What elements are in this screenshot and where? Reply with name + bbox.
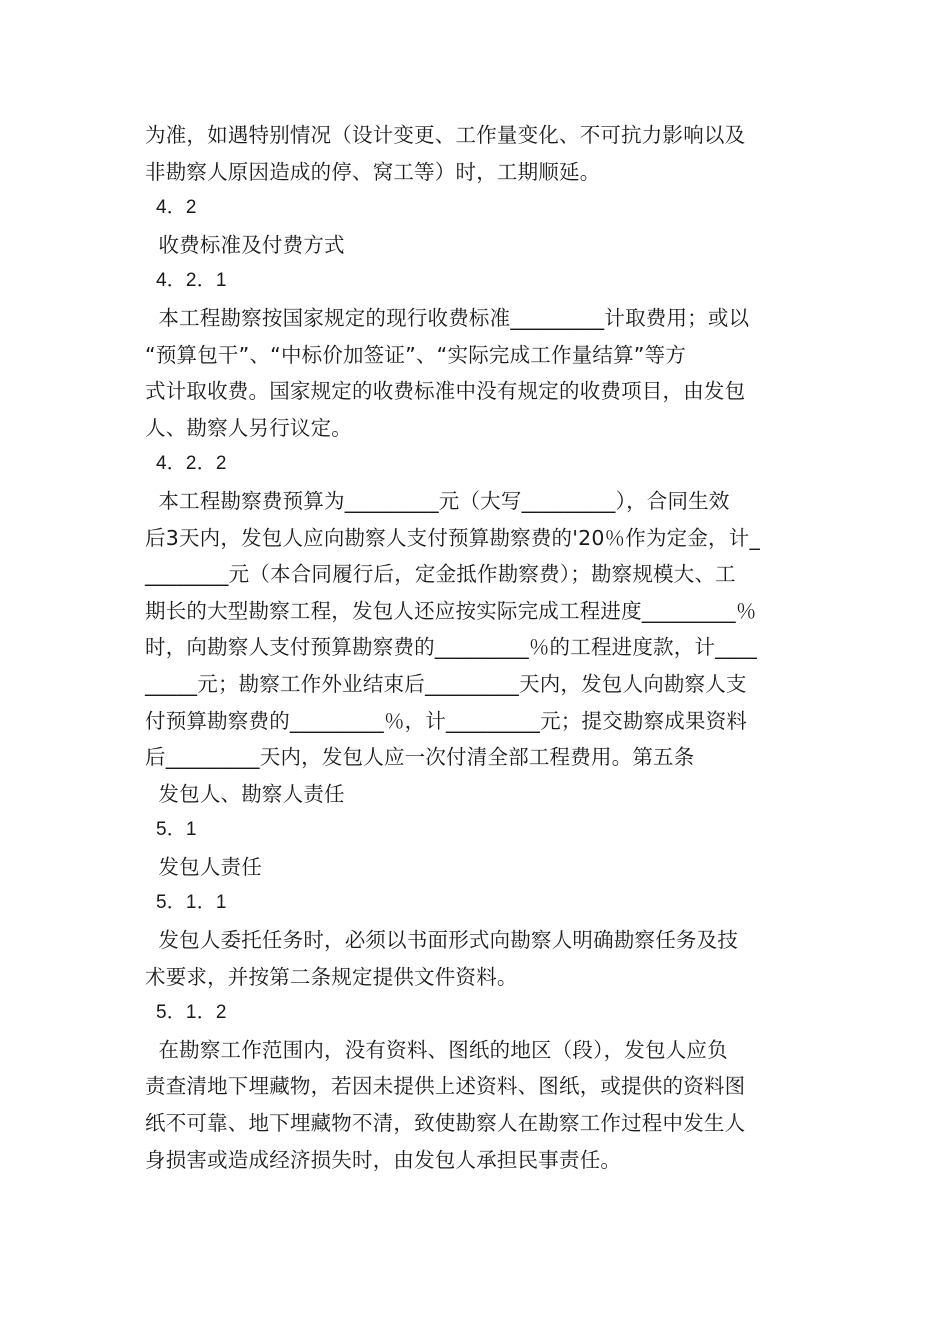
paragraph-line: 发包人委托任务时，必须以书面形式向勘察人明确勘察任务及技: [145, 928, 739, 953]
paragraph-line: 本工程勘察费预算为_________元（大写_________），合同生效: [145, 488, 730, 513]
paragraph-line: ________元（本合同履行后，定金抵作勘察费）；勘察规模大、工: [145, 562, 736, 587]
document-page: [145, 117, 810, 1178]
section-heading: 发包人、勘察人责任: [145, 781, 345, 806]
paragraph-line: 付预算勘察费的_________％，计_________元；提交勘察成果资料: [145, 708, 748, 733]
paragraph-line: 本工程勘察按国家规定的现行收费标准_________计取费用；或以: [145, 305, 750, 330]
section-number: 4．2．2: [145, 453, 227, 475]
section-number: 5．1．1: [145, 892, 227, 914]
paragraph-line: 责查清地下埋藏物，若因未提供上述资料、图纸，或提供的资料图: [145, 1074, 746, 1099]
section-number: 5．1: [145, 819, 197, 841]
paragraph-line: 后3天内，发包人应向勘察人支付预算勘察费的'20％作为定金，计_: [145, 525, 760, 550]
section-heading: 发包人责任: [145, 854, 262, 879]
section-heading: 收费标准及付费方式: [145, 232, 345, 257]
paragraph-line: _____元；勘察工作外业结束后_________天内，发包人向勘察人支: [145, 671, 747, 696]
section-number: 4．2: [145, 197, 197, 219]
paragraph-line: 为准，如遇特别情况（设计变更、工作量变化、不可抗力影响以及: [145, 123, 746, 147]
paragraph-line: 后_________天内，发包人应一次付清全部工程费用。第五条: [145, 745, 695, 770]
paragraph-line: 期长的大型勘察工程，发包人还应按实际完成工程进度_________％: [145, 598, 757, 623]
section-number: 5．1．2: [145, 1002, 227, 1024]
paragraph-line: “预算包干”、“中标价加签证”、“实际完成工作量结算”等方: [145, 342, 687, 367]
paragraph-line: 式计取收费。国家规定的收费标准中没有规定的收费项目，由发包: [145, 379, 746, 404]
paragraph-line: 术要求，并按第二条规定提供文件资料。: [145, 964, 518, 989]
paragraph-line: 时，向勘察人支付预算勘察费的_________％的工程进度款，计____: [145, 635, 757, 660]
paragraph-line: 纸不可靠、地下埋藏物不清，致使勘察人在勘察工作过程中发生人: [145, 1111, 746, 1136]
paragraph-line: 人、勘察人另行议定。: [145, 415, 352, 440]
paragraph-line: 身损害或造成经济损失时，由发包人承担民事责任。: [145, 1147, 622, 1172]
paragraph-line: 在勘察工作范围内，没有资料、图纸的地区（段），发包人应负: [145, 1037, 728, 1062]
paragraph-line: 非勘察人原因造成的停、窝工等）时，工期顺延。: [145, 159, 601, 184]
section-number: 4．2．1: [145, 270, 227, 292]
